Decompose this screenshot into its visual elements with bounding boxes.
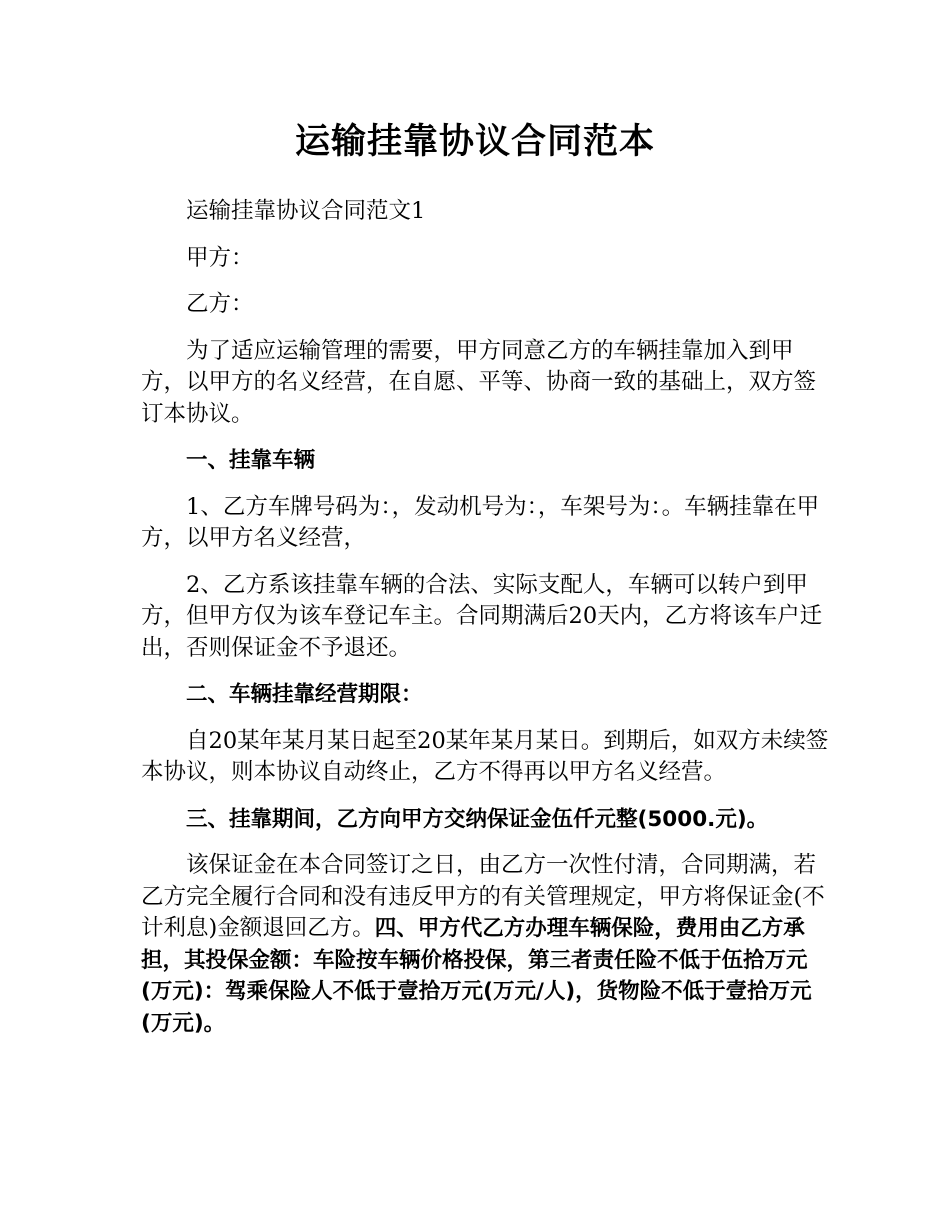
party-a-label: 甲方： — [186, 244, 254, 271]
document-title: 运输挂靠协议合同范本 — [294, 122, 655, 162]
section-3-heading: 三、挂靠期间，乙方向甲方交纳保证金伍仟元整(5000.元)。 — [186, 806, 769, 832]
section-1-item-1: 1、乙方车牌号码为：，发动机号为：，车架号为：。车辆挂靠在甲方，以甲方名义经营， — [141, 493, 820, 551]
section-3-paragraph — [141, 850, 829, 1039]
section-3-text: 该保证金在本合同签订之日，由乙方一次性付清，合同期满，若乙方完全履行合同和没有违反甲方的有关管理规定，甲方将保证金(不计利息)金额退回乙方。 — [141, 852, 825, 941]
section-2-text: 自20某年某月某日起至20某年某月某日。到期后，如双方未续签本协议，则本协议自动终止，乙方不得再以甲方名义经营。 — [141, 727, 829, 785]
subtitle: 运输挂靠协议合同范文1 — [186, 198, 426, 224]
document-body — [141, 196, 829, 1054]
section-1-heading: 一、挂靠车辆 — [186, 448, 316, 473]
section-2-heading: 二、车辆挂靠经营期限： — [186, 682, 423, 707]
section-1-item-2: 2、乙方系该挂靠车辆的合法、实际支配人，车辆可以转户到甲方，但甲方仅为该车登记车主。合同期满后20天内，乙方将该车户迁出，否则保证金不予退还。 — [141, 571, 823, 661]
section-4-heading: 四、甲方代乙方办理车辆保险，费用由乙方承担，其投保金额：车险按车辆价格投保，第三者责任险不低于伍拾万元(万元)：驾乘保险人不低于壹拾万元(万元/人)，货物险不低于壹拾万元(万元)。 — [141, 916, 812, 1036]
party-b-label: 乙方： — [186, 291, 254, 317]
intro-paragraph: 为了适应运输管理的需要，甲方同意乙方的车辆挂靠加入到甲方，以甲方的名义经营，在自愿、平等、协商一致的基础上，双方签订本协议。 — [141, 337, 817, 427]
